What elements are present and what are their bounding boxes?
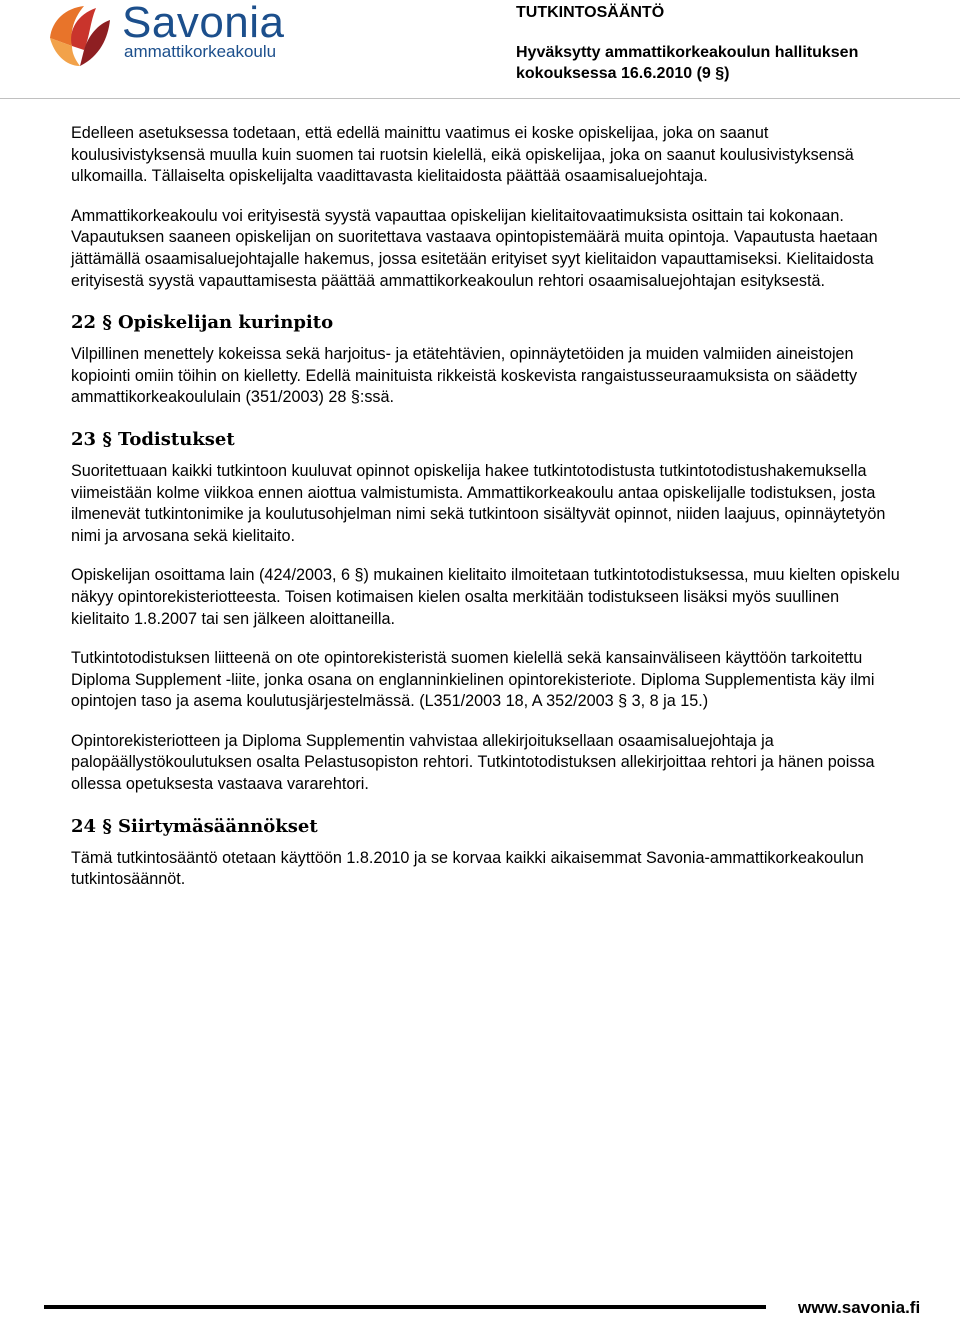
- approval-line-2: kokouksessa 16.6.2010 (9 §): [516, 65, 730, 82]
- savonia-logo: [44, 2, 294, 74]
- section-23-heading: 23 § Todistukset: [71, 428, 235, 450]
- section-24-paragraph-1: Tämä tutkintosääntö otetaan käyttöön 1.8.2010 ja se korvaa kaikki aikaisemmat Savonia-ammattikorkeakoulun tutkintosäännöt.: [71, 848, 864, 889]
- header-divider: [0, 98, 960, 99]
- document-title: TUTKINTOSÄÄNTÖ: [516, 4, 665, 21]
- logo-name: Savonia: [122, 0, 285, 47]
- footer-rule: [44, 1305, 766, 1309]
- intro-paragraph-2: Ammattikorkeakoulu voi erityisestä syystä vapauttaa opiskelijan kielitaitovaatimuksista osittain tai kokonaan. Vapautuksen saaneen opiskelijan on suoritettava vastaava opintopistemäärä muita opintoja. Vapautusta haetaan jättämällä osaamisaluejohtajalle hakemus, jossa esitetään erityiset syyt kielitaidon vapauttamiseksi. Kielitaidosta erityisestä syystä vapauttamisesta päättää ammattikorkeakoulun rehtori osaamisaluejohtajan esityksestä.: [71, 206, 878, 290]
- document-body: [71, 123, 901, 909]
- intro-paragraph-1: Edelleen asetuksessa todetaan, että edellä mainittu vaatimus ei koske opiskelijaa, joka on saanut koulusivistyksensä muulla kuin suomen tai ruotsin kielellä, eikä opiskelijaa, joka on saanut koulusivistyksensä ulkomailla. Tällaiselta opiskelijalta vaadittavasta kielitaidosta päättää osaamisaluejohtaja.: [71, 124, 854, 186]
- footer-website-link[interactable]: www.savonia.fi: [798, 1298, 921, 1317]
- section-22-paragraph-1: Vilpillinen menettely kokeissa sekä harjoitus- ja etätehtävien, opinnäytetöiden ja muiden valmiiden aineistojen kopiointi omiin töihin on kielletty. Edellä mainituista rikkeistä koskevista rangaistusseuraamuksista on säädetty ammattikorkeakoululain (351/2003) 28 §:ssä.: [71, 345, 858, 407]
- section-23-paragraph-1: Suoritettuaan kaikki tutkintoon kuuluvat opinnot opiskelija hakee tutkintotodistusta tutkintotodistushakemuksella viimeistään kolme viikkoa ennen aiottua valmistumista. Ammattikorkeakoulu antaa opiskelijalle todistuksen, josta ilmenevät tutkintonimike ja koulutusohjelman nimi sekä tutkintoon sisältyvät opinnot, niiden laajuus, opinnäytetyön nimi ja arvosana sekä kielitaito.: [71, 461, 886, 545]
- section-24-heading: 24 § Siirtymäsäännökset: [71, 815, 318, 837]
- section-23-paragraph-4: Opintorekisteriotteen ja Diploma Supplementin vahvistaa allekirjoituksellaan osaamisaluejohtaja ja palopäällystökoulutuksen osalta Pelastusopiston rehtori. Tutkintotodistuksen allekirjoittaa rehtori ja hänen poissa ollessa opetuksesta vastaava vararehtori.: [71, 731, 875, 794]
- section-23-paragraph-2: Opiskelijan osoittama lain (424/2003, 6 §) mukainen kielitaito ilmoitetaan tutkintotodistuksessa, muu kielten opiskelu näkyy opintorekisteriotteesta. Toisen kotimaisen kielen osalta merkitään todistukseen lisäksi myös suullinen kielitaito 1.8.2007 tai sen jälkeen aloittaneilla.: [71, 566, 900, 628]
- section-23-paragraph-3: Tutkintotodistuksen liitteenä on ote opintorekisteristä suomen kielellä sekä kansainväliseen käyttöön tarkoitettu Diploma Supplement -liite, jonka osana on englanninkielinen opintorekisteriote. Diploma Supplementista käy ilmi opintojen taso ja asema koulutusjärjestelmässä. (L351/2003 18, A 352/2003 § 3, 8 ja 15.): [71, 649, 875, 711]
- section-22-heading: 22 § Opiskelijan kurinpito: [71, 312, 334, 334]
- logo-subtitle: ammattikorkeakoulu: [124, 42, 277, 61]
- approval-note: [516, 42, 936, 84]
- savonia-logo-icon: [44, 2, 114, 72]
- approval-line-1: Hyväksytty ammattikorkeakoulun hallituksen: [516, 44, 859, 61]
